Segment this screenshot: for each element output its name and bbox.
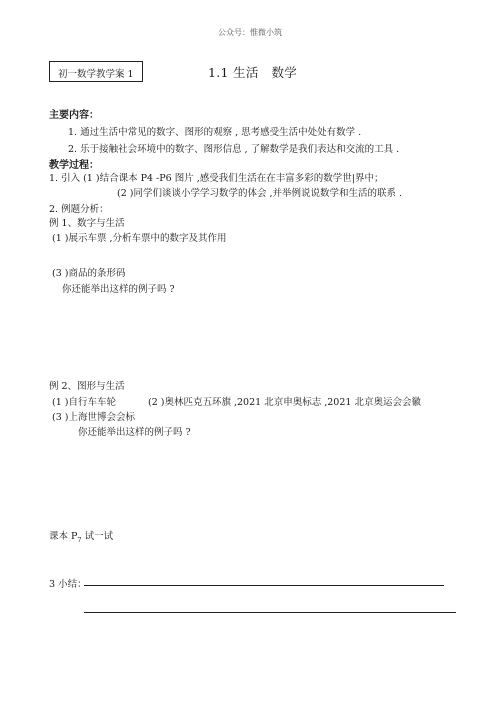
title-box-label: 初一数学教学案 1	[58, 69, 134, 80]
example-2-title: 例 2、图形与生活	[49, 381, 125, 392]
title-box	[49, 61, 143, 82]
summary-line-1	[84, 585, 444, 586]
process-step-2: 2. 例题分析：	[49, 204, 109, 215]
example-2-item-3: (3 )上海世博会会标	[52, 412, 135, 423]
example-1-item-3: (3 )商品的条形码	[52, 268, 126, 279]
process-step-1: 1. 引入 (1 )结合课本 P4 -P6 图片 ,感受我们生活在在丰富多彩的数学世|界中；	[49, 173, 384, 184]
example-1-question: 你还能举出这样的例子吗 ?	[62, 284, 175, 295]
process-heading: 教学过程：	[49, 160, 99, 171]
example-2-item-1: (1 )自行车车轮	[52, 397, 116, 408]
header-note: 公众号：惟微小筑	[218, 28, 282, 37]
page-title: 1.1 生活 数学	[208, 65, 298, 80]
example-1-item-1: (1 )展示车票 ,分析车票中的数字及其作用	[52, 233, 227, 244]
example-2-question: 你还能举出这样的例子吗 ?	[78, 427, 191, 438]
textbook-exercise: 课本 $P_7$ 试一试	[49, 531, 114, 544]
process-step-1b: (2 )同学们谈谈小学学习数学的体会 ,并举例说说数学和生活的联系 .	[117, 188, 403, 199]
example-1-title: 例 1、数字与生活	[49, 218, 125, 229]
example-2-item-2: (2 )奥林匹克五环旗 ,2021 北京申奥标志 ,2021 北京奥运会会徽	[148, 397, 421, 408]
main-content-item-2: 2. 乐于接触社会环境中的数字、图形信息 , 了解数学是我们表达和交流的工具 .	[68, 144, 400, 155]
summary-line-2	[84, 612, 456, 613]
summary-label: 3 小结：	[49, 579, 87, 590]
main-content-heading: 主要内容：	[49, 110, 99, 121]
main-content-item-1: 1. 通过生活中常见的数字、图形的观察 , 思考感受生活中处处有数学 .	[68, 127, 362, 138]
